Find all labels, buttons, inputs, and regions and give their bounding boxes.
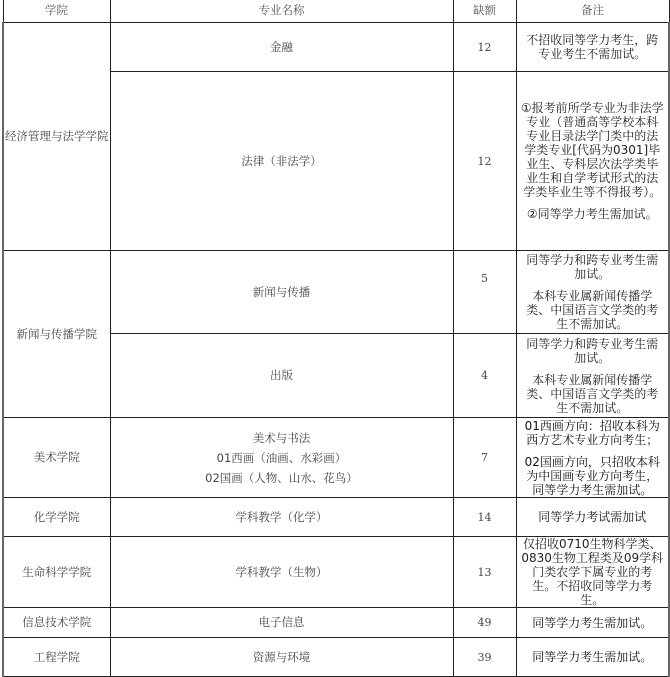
admissions-vacancy-table [2,0,670,677]
college-cell: 信息技术学院 [3,608,110,638]
quota-cell: 49 [453,608,516,638]
remarks-cell [516,72,669,251]
college-cell: 经济管理与法学学院 [3,23,110,251]
header-row [3,0,669,23]
major-name: 美术与书法 [252,430,311,445]
remarks-cell [516,608,669,638]
quota-cell: 12 [453,72,516,251]
major-cell: 法律（非法学） [110,72,453,251]
remark-text: ②同等学力考生需加试。 [526,207,658,221]
college-cell: 生命科学学院 [3,537,110,608]
remark-text: 02国画方向，只招收本科为中国画专业方向考生，同等学力考生需加试。 [524,454,660,497]
remarks-cell [516,498,669,537]
quota-cell: 13 [453,537,516,608]
major-cell: 学科教学（化学） [110,498,453,537]
major-cell: 新闻与传播 [110,251,453,334]
remarks-cell [516,638,669,677]
remarks-cell [516,418,669,498]
major-cell: 出版 [110,334,453,418]
college-cell: 新闻与传播学院 [3,251,110,418]
table-row [3,418,669,498]
major-cell: 学科教学（生物） [110,537,453,608]
table-row [3,23,669,72]
header-remarks: 备注 [516,0,669,23]
college-cell: 美术学院 [3,418,110,498]
table-row [3,251,669,334]
remark-text: 仅招收0710生物科学类、0830生物工程类及09学科门类农学下属专业的考生。不招收同等学力考生。 [521,537,664,607]
table-row [3,608,669,638]
remarks-cell [516,251,669,334]
quota-cell: 14 [453,498,516,537]
quota-cell: 39 [453,638,516,677]
remark-text: ①报考前所学专业为非法学专业（普通高等学校本科专业目录法学门类中的法学类专业[代码为0301]毕业生、专科层次法学类毕业生和自学考试形式的法学类毕业生等不得报考）。 [520,101,664,199]
remarks-cell [516,334,669,418]
college-cell: 工程学院 [3,638,110,677]
remark-text: 同等学力考试需加试 [538,510,647,524]
header-quota: 缺额 [453,0,516,23]
remark-text: 同等学力和跨专业考生需加试。 [526,253,659,281]
major-cell: 电子信息 [110,608,453,638]
quota-cell: 7 [453,418,516,498]
table-row [3,638,669,677]
remark-text: 同等学力考生需加试。 [532,650,653,664]
header-major: 专业名称 [110,0,453,23]
table-row [3,498,669,537]
major-cell: 金融 [110,23,453,72]
quota-cell: 5 [453,251,516,334]
major-direction: 01西画（油画、水彩画） [216,450,347,465]
remarks-cell [516,23,669,72]
table-row [3,537,669,608]
remark-text: 不招收同等学力考生，跨专业考生不需加试。 [526,33,659,61]
remark-text: 同等学力和跨专业考生需加试。 [526,336,659,365]
major-direction: 02国画（人物、山水、花鸟） [205,470,358,485]
quota-cell: 12 [453,23,516,72]
remark-text: 本科专业属新闻传播学类、中国语言文学类的考生不需加试。 [526,372,659,415]
header-college: 学院 [3,0,110,23]
remark-text: 01西画方向：招收本科为西方艺术专业方向考生； [524,418,660,447]
major-cell [110,418,453,498]
college-cell: 化学学院 [3,498,110,537]
remark-text: 同等学力考生需加试。 [532,615,653,630]
remarks-cell [516,537,669,608]
major-cell: 资源与环境 [110,638,453,677]
remark-text: 本科专业属新闻传播学类、中国语言文学类的考生不需加试。 [526,289,659,331]
quota-cell: 4 [453,334,516,418]
